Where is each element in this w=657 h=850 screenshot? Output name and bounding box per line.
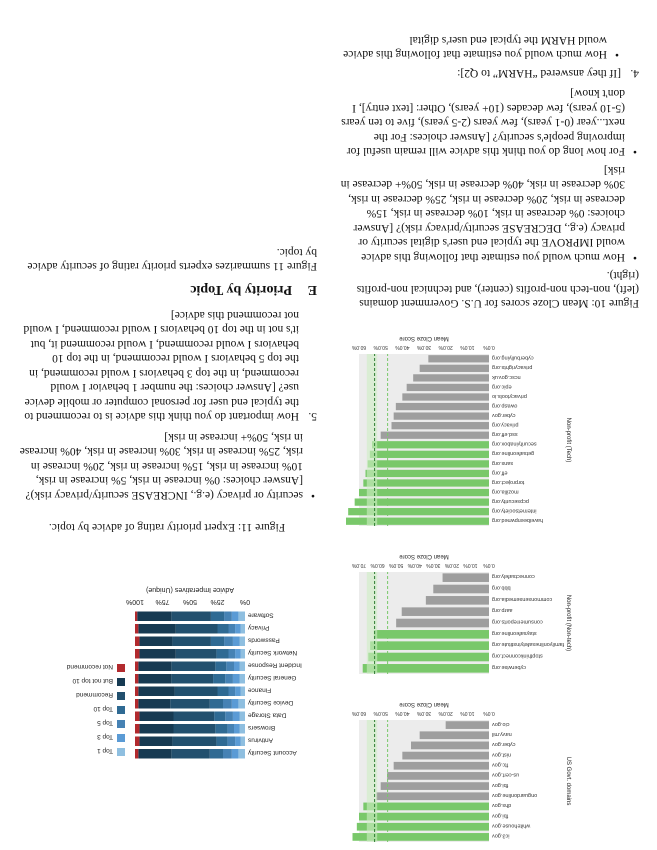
legend-swatch: [117, 748, 125, 756]
bar-label: epic.org: [492, 383, 512, 390]
stack-segment: [213, 674, 225, 684]
bar-label: cyber.gov: [492, 412, 516, 419]
fig10-caption: Figure 10: Mean Cloze scores for U.S. Government domains (left), non-tech non-profits (center), and technical non-profits (right).: [356, 269, 639, 309]
stack-segment: [232, 699, 239, 709]
stack-segment: [176, 624, 218, 634]
stack-segment: [234, 724, 240, 734]
stack-segment: [137, 612, 171, 622]
stack-segment: [215, 662, 226, 672]
category-label: General Security: [248, 674, 297, 681]
tick-label: 0%: [239, 598, 251, 605]
stack-segment: [210, 749, 223, 759]
bar-label: ncsc.gov.uk: [492, 373, 521, 380]
tick-label: 0.0%: [483, 344, 495, 350]
tick-label: 25%: [210, 598, 225, 605]
stack-segment: [218, 624, 229, 634]
question-4-number: 4.: [630, 67, 639, 79]
bar-label: pcpsecurity.org: [492, 498, 529, 505]
bar-label: mozilla.org: [492, 488, 519, 495]
tick-label: 20.0%: [438, 344, 453, 350]
section-heading: [17, 282, 317, 298]
stack-segment: [135, 612, 137, 622]
bar-label: nist.gov: [492, 751, 511, 758]
bar-label: privacytools.io: [492, 392, 527, 399]
fig11-chart: [17, 540, 317, 770]
stack-segment: [241, 687, 245, 697]
stack-segment: [138, 624, 175, 634]
tick-label: 60.0%: [351, 710, 367, 716]
tick-label: 10.0%: [463, 562, 478, 568]
bar: [407, 384, 489, 391]
stack-segment: [223, 749, 232, 759]
stack-segment: [229, 624, 236, 634]
legend-swatch: [117, 734, 125, 742]
category-label: Network Security: [248, 649, 298, 656]
stack-segment: [226, 662, 234, 672]
question-5: [17, 308, 317, 424]
bar-label: stopthinkconnect.org: [492, 652, 543, 659]
stack-segment: [229, 687, 236, 697]
bar-label: haveibeenpwned.org: [492, 517, 544, 524]
category-label: Account Security: [248, 749, 297, 756]
bar-label: torproject.org: [492, 478, 525, 485]
bar: [363, 803, 489, 811]
x-axis-label: Mean Cloze Score: [399, 335, 449, 341]
stack-segment: [175, 687, 218, 697]
stack-segment: [135, 649, 139, 659]
bar-label: aarp.org: [492, 607, 513, 614]
bar: [366, 470, 490, 477]
stack-segment: [227, 737, 235, 747]
bar: [411, 742, 489, 750]
bar-label: ssd.eff.org: [492, 431, 518, 438]
bar-label: ftc.gov: [492, 761, 509, 768]
stack-segment: [241, 649, 245, 659]
stack-segment: [135, 724, 139, 734]
legend-label: Not recommend: [66, 663, 113, 670]
bar: [368, 460, 489, 467]
stack-segment: [235, 687, 241, 697]
bar-label: fbi.gov: [492, 812, 509, 819]
tick-label: 40.0%: [395, 710, 410, 716]
bullet-increase-risk: • security or privacy (e.g., INCREASE security/privacy risk)? [Answer choices: 0% increase in risk, 5% increase in risk, 10% increase in risk, 15% increase in risk, 20% increase in risk, 25% increase in risk, 30% increase in risk, 40% increase in risk, 50%+ increase in risk]: [17, 430, 317, 503]
stack-segment: [139, 637, 172, 647]
highlight-band: [367, 720, 377, 842]
stack-segment: [215, 724, 227, 734]
bar: [433, 585, 489, 594]
bar-label: familyonlinesafetyinstitute.org: [492, 641, 565, 648]
stack-segment: [235, 737, 241, 747]
bar: [394, 762, 489, 770]
tick-label: 40.0%: [395, 344, 410, 350]
tick-label: 50.0%: [373, 344, 388, 350]
tick-label: 10.0%: [460, 344, 475, 350]
stack-segment: [210, 699, 223, 709]
category-label: Device Security: [248, 699, 294, 706]
tick-label: 30.0%: [426, 562, 441, 568]
stack-segment: [235, 649, 241, 659]
bar: [446, 721, 489, 729]
stack-segment: [135, 624, 138, 634]
stack-segment: [135, 712, 139, 722]
stack-segment: [171, 662, 215, 672]
y-axis-label: US Govt. domains: [565, 756, 571, 806]
stack-segment: [138, 699, 170, 709]
question-4-text: [If they answered “HARM” to Q2]:: [457, 67, 621, 79]
stack-segment: [138, 749, 171, 759]
stack-segment: [171, 674, 213, 684]
stack-segment: [229, 649, 236, 659]
tick-label: 100%: [126, 598, 144, 605]
stack-segment: [138, 687, 174, 697]
bullet-useful-duration: • For how long do you think this advice will remain useful for improving people's security? [Answer choices: For the next...year (0-1 years), few years (2-5 years), five to ten years (5-10 years), few decades (10+ years), Other: [text entry], I don't know]: [339, 86, 639, 159]
bullet-harm: • How much would you estimate that following this advice would HARM the typical end user's digital: [339, 33, 621, 62]
bar-label: fbi.gov: [492, 781, 509, 788]
stack-segment: [139, 712, 173, 722]
stack-segment: [135, 737, 139, 747]
y-axis-label: Non-profit (Tech): [565, 417, 571, 463]
stack-segment: [233, 674, 240, 684]
bar: [402, 752, 489, 760]
bar-label: onguardonline.gov: [492, 792, 538, 799]
stack-segment: [234, 662, 240, 672]
fig10-charts: [339, 310, 639, 850]
bar-label: cyber.gov: [492, 741, 516, 748]
bar: [402, 607, 489, 616]
tick-label: 30.0%: [416, 344, 432, 350]
stack-segment: [216, 737, 227, 747]
bar-label: eff.org: [492, 469, 508, 476]
bar-label: cyberbullying.org: [492, 354, 534, 361]
stack-segment: [174, 712, 215, 722]
fig11-caption: Figure 11: Expert priority rating of advice by topic.: [48, 521, 286, 533]
stack-segment: [240, 637, 246, 647]
stack-segment: [233, 712, 240, 722]
bar-label: internetsociety.org: [492, 507, 537, 514]
bar: [392, 422, 490, 429]
bar: [359, 489, 489, 496]
tick-label: 60.0%: [370, 562, 385, 568]
left-column: [339, 29, 639, 850]
x-axis-label: Mean Cloze Score: [399, 701, 449, 707]
x-axis-label: Advice Imperatives (Unique): [146, 586, 234, 593]
category-label: Browsers: [248, 724, 276, 731]
fig10-chart-svg: [339, 310, 639, 850]
stack-segment: [216, 649, 228, 659]
tick-label: 50%: [182, 598, 198, 605]
legend-swatch: [117, 692, 125, 700]
stack-segment: [225, 674, 233, 684]
section-text: Figure 11 summarizes experts priority rating of security advice by topic.: [27, 246, 317, 273]
tick-label: 75%: [155, 598, 170, 605]
bar: [443, 573, 489, 582]
legend-label: Top 5: [97, 719, 113, 726]
category-label: Passwords: [248, 636, 280, 644]
bar: [363, 479, 489, 486]
category-label: Antivirus: [248, 736, 273, 744]
bar-label: bbb.org: [492, 584, 511, 591]
tick-label: 70.0%: [351, 562, 367, 568]
bar: [381, 782, 489, 790]
stack-segment: [138, 662, 171, 672]
tick-label: 50.0%: [389, 562, 404, 568]
bar-label: sans.org: [492, 459, 514, 466]
x-axis-label: Mean Cloze Score: [399, 553, 449, 559]
stack-segment: [135, 699, 138, 709]
bar-label: commonsensemedia.org: [492, 595, 553, 602]
stack-segment: [135, 662, 138, 672]
tick-label: 20.0%: [444, 562, 459, 568]
tick-label: 0.0%: [483, 710, 495, 716]
category-label: Incident Response: [248, 661, 302, 669]
stack-segment: [240, 712, 246, 722]
bar: [363, 664, 489, 673]
category-label: Software: [248, 611, 274, 619]
tick-label: 20.0%: [438, 710, 453, 716]
bar-label: staysafeonline.org: [492, 629, 537, 636]
bar: [396, 403, 489, 410]
bar-label: owasp.org: [492, 402, 518, 409]
bar-label: us-cert.gov: [492, 771, 520, 778]
stack-segment: [171, 612, 211, 622]
bar-label: consumerreports.org: [492, 618, 543, 625]
highlight-band: [367, 572, 377, 674]
stack-segment: [139, 737, 172, 747]
stack-segment: [211, 637, 224, 647]
tick-label: 40.0%: [407, 562, 422, 568]
stack-segment: [241, 624, 245, 634]
category-label: Finance: [248, 686, 272, 694]
category-label: Privacy: [248, 624, 270, 631]
stack-segment: [224, 637, 233, 647]
bar: [368, 653, 489, 662]
section-title: Priority by Topic: [190, 282, 293, 298]
bar-label: securityinabox.org: [492, 440, 537, 447]
stack-segment: [235, 624, 241, 634]
stack-segment: [172, 637, 211, 647]
stack-segment: [170, 699, 210, 709]
stack-segment: [172, 737, 216, 747]
stack-segment: [240, 662, 246, 672]
bar: [420, 731, 489, 739]
legend-swatch: [117, 720, 125, 728]
stack-segment: [135, 674, 138, 684]
bar: [359, 813, 489, 821]
section-letter: E: [307, 282, 317, 298]
stack-segment: [224, 612, 232, 622]
bar: [402, 393, 489, 400]
bar-label: ic3.gov: [492, 832, 510, 839]
stack-segment: [232, 749, 239, 759]
stack-segment: [174, 724, 216, 734]
bar: [387, 772, 489, 780]
legend-label: Recommend: [76, 691, 113, 698]
stack-segment: [176, 649, 217, 659]
stack-segment: [238, 749, 245, 759]
question-4: [339, 66, 639, 81]
stack-segment: [238, 612, 245, 622]
bar: [426, 596, 489, 605]
stack-segment: [214, 712, 225, 722]
legend-label: But not top 10: [72, 677, 113, 684]
bar: [428, 355, 489, 362]
stack-segment: [138, 674, 171, 684]
stack-segment: [240, 674, 246, 684]
question-5-text: How important do you think this advice is to recommend to the typical end user for personal computer or mobile device use? [Answer choices: the number 1 behavior I would recommend, in the top 3 behaviors I would recommend, in the top 5 behaviors I would recommend, in the top 10 behaviors I would recommend, I would recommend it, but it's not in the top 10 behaviors I would recommend, I would not recommend this advice]: [23, 309, 299, 423]
bullet-improve: • How much would you estimate that following this advice would IMPROVE the typical end user's digital security or privacy (e.g., DECREASE security/privacy risk)? [Answer choices: 0% decrease in risk, 10% decrease in risk, 15% decrease in risk, 20% decrease in risk, 25% decrease in risk, 30% decrease in risk, 40% decrease in risk, 50%+ decrease in risk]: [339, 163, 639, 265]
stack-segment: [223, 699, 232, 709]
tick-label: 0.0%: [483, 562, 495, 568]
bar-label: whitehouse.gov: [492, 822, 531, 829]
legend-label: Top 10: [93, 705, 113, 712]
bar: [396, 619, 489, 628]
stack-segment: [171, 749, 210, 759]
fig11-chart-svg: [17, 540, 317, 770]
stack-segment: [218, 687, 229, 697]
bar: [413, 374, 489, 381]
stack-segment: [135, 637, 139, 647]
stack-segment: [135, 687, 138, 697]
category-label: Data Storage: [248, 711, 287, 719]
bar-label: privacyrights.org: [492, 364, 533, 371]
bar: [420, 365, 489, 372]
bar-label: cyberwise.org: [492, 663, 526, 670]
stack-segment: [139, 724, 173, 734]
bar-label: connectsafely.org: [492, 573, 535, 580]
tick-label: 10.0%: [460, 710, 475, 716]
legend-swatch: [117, 664, 125, 672]
question-5-number: 5.: [308, 410, 317, 423]
stack-segment: [227, 724, 234, 734]
stack-segment: [232, 612, 239, 622]
bar-label: cio.gov: [492, 720, 510, 727]
bar-label: privacy.org: [492, 421, 519, 428]
right-column: [17, 245, 317, 850]
tick-label: 50.0%: [373, 710, 388, 716]
legend-swatch: [117, 678, 125, 686]
stack-segment: [233, 637, 240, 647]
bar-label: getsafeonline.org: [492, 450, 535, 457]
bar: [374, 630, 489, 639]
legend-label: Top 1: [97, 747, 113, 754]
tick-label: 30.0%: [416, 710, 432, 716]
tick-label: 60.0%: [351, 344, 367, 350]
stack-segment: [135, 749, 138, 759]
bar: [394, 412, 489, 419]
highlight-band: [367, 354, 377, 526]
legend-label: Top 3: [97, 733, 113, 740]
bar-label: dhs.gov: [492, 802, 512, 809]
legend-swatch: [117, 706, 125, 714]
stack-segment: [139, 649, 175, 659]
bar: [372, 441, 489, 448]
stack-segment: [238, 699, 245, 709]
y-axis-label: Non-profit (Non-tech): [565, 594, 571, 652]
bar-label: navy.mil: [492, 731, 512, 738]
stack-segment: [211, 612, 224, 622]
bar: [381, 432, 489, 439]
stack-segment: [240, 724, 246, 734]
stack-segment: [241, 737, 245, 747]
bar: [376, 792, 489, 800]
stack-segment: [225, 712, 233, 722]
